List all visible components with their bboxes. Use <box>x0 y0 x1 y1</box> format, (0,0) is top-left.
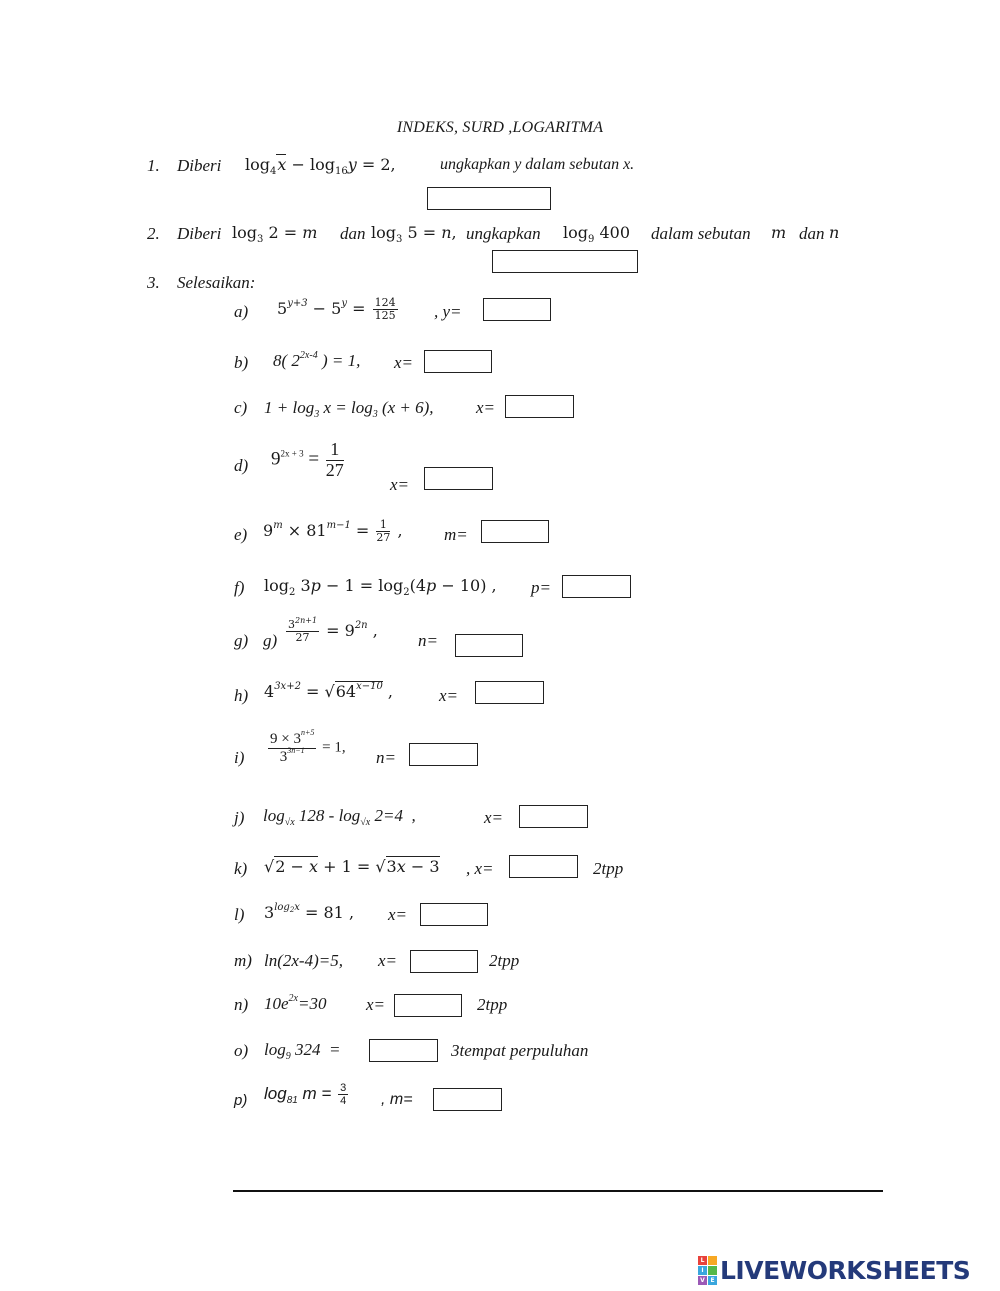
logo-block <box>708 1266 717 1275</box>
part-j-label: j) <box>234 808 245 827</box>
logo-icon <box>698 1256 717 1285</box>
part-g-equation: $\frac{3^{2n+1}}{27}$ = $9^{2n}$ , <box>288 616 378 645</box>
part-o-label: o) <box>234 1041 249 1060</box>
answer-box-m[interactable] <box>410 950 478 973</box>
part-m-label: m) <box>234 951 252 970</box>
part-h-label: h) <box>234 686 249 705</box>
question-2-dan2: dan <box>799 224 825 243</box>
answer-box-g[interactable] <box>455 634 523 657</box>
part-g-label: g) <box>234 631 249 650</box>
bottom-rule <box>233 1190 883 1192</box>
part-h-var: x= <box>439 686 459 705</box>
part-i-label: i) <box>234 748 245 767</box>
part-i-var: n= <box>376 748 396 767</box>
part-k-equation: √2 − x + 1 = √3x − 3 <box>264 857 440 876</box>
answer-box-i[interactable] <box>409 743 478 766</box>
part-g-prefix: g) <box>263 631 278 650</box>
part-k-note: 2tpp <box>593 859 624 878</box>
answer-box-a[interactable] <box>483 298 551 321</box>
liveworksheets-logo <box>698 1255 970 1285</box>
part-n-label: n) <box>234 995 249 1014</box>
answer-box-d[interactable] <box>424 467 493 490</box>
part-l-var: x= <box>388 905 408 924</box>
part-c-equation: $1 + \log_3 x = \log_3 (x + 6)$, <box>264 398 434 420</box>
part-n-note: 2tpp <box>477 995 508 1014</box>
part-k-label: k) <box>234 859 248 878</box>
part-m-note: 2tpp <box>489 951 520 970</box>
part-d-label: d) <box>234 456 249 475</box>
question-2-given-1: $\log_3 2 = m$ <box>232 223 318 245</box>
logo-block: V <box>698 1276 707 1285</box>
part-n-var: x= <box>366 995 386 1014</box>
part-e-label: e) <box>234 525 248 544</box>
question-2-n: n <box>829 223 840 242</box>
part-e-equation: $9^m \times 81^{m-1}$ = $\frac{1}{27}$ , <box>263 518 403 545</box>
part-m-equation: ln(2x-4)=5, <box>264 951 343 970</box>
answer-box-b[interactable] <box>424 350 492 373</box>
question-2-m: m <box>771 223 787 242</box>
part-l-equation: $3^{log_2x} = 81$ , <box>264 902 355 922</box>
logo-block: L <box>698 1256 707 1265</box>
part-o-equation: $\log_9 324$ = <box>264 1040 341 1062</box>
question-2-dalam: dalam sebutan <box>651 224 751 243</box>
part-c-var: x= <box>476 398 496 417</box>
answer-box-e[interactable] <box>481 520 549 543</box>
part-p-label: p) <box>234 1092 248 1109</box>
answer-box-j[interactable] <box>519 805 588 828</box>
logo-text: LIVEWORKSHEETS <box>720 1255 971 1285</box>
answer-box-2[interactable] <box>492 250 638 273</box>
answer-box-n[interactable] <box>394 994 462 1017</box>
part-b-label: b) <box>234 353 249 372</box>
part-i-equation: $\frac{9 \times 3^{n+5}}{3^{3n-1}}$ = 1, <box>270 728 346 765</box>
part-p-var: , m= <box>381 1091 413 1108</box>
answer-box-1[interactable] <box>427 187 551 210</box>
answer-box-p[interactable] <box>433 1088 502 1111</box>
part-g-var: n= <box>418 631 438 650</box>
part-j-equation: $\log_{√x} 128 - \log_{√x} 2=4$ , <box>263 806 416 828</box>
logo-block <box>708 1256 717 1265</box>
question-1-equation: $\log_4x - \log_{16}y = 2$, <box>245 155 396 177</box>
part-a-var: , y= <box>434 302 462 321</box>
part-a-label: a) <box>234 302 249 321</box>
question-2-number: 2. <box>147 224 160 243</box>
question-2-ungkapkan: ungkapkan <box>466 224 541 243</box>
answer-box-o[interactable] <box>369 1039 438 1062</box>
logo-block: E <box>708 1276 717 1285</box>
question-2-given-2: $\log_3 5 = n$, <box>371 223 457 245</box>
logo-block: I <box>698 1266 707 1275</box>
question-2-expression: $\log_9 400$ <box>563 223 630 245</box>
part-h-equation: $4^{3x+2} = √64^{x-10}$ , <box>264 681 393 701</box>
part-l-label: l) <box>234 905 245 924</box>
part-p-equation: $\log_{81} m$ = $\frac{3}{4}$ <box>264 1082 347 1108</box>
part-b-equation: 8( $2^{2x-4}$ ) = 1, <box>273 350 361 370</box>
part-d-equation: $9^{2x + 3}$ = $\frac{1}{27}$ <box>271 439 344 480</box>
part-e-var: m= <box>444 525 468 544</box>
question-2-dan: dan <box>340 224 366 243</box>
question-1-diberi: Diberi <box>177 156 222 175</box>
part-n-equation: $10e^{2x}=30$ <box>264 993 327 1013</box>
question-3-number: 3. <box>147 273 160 292</box>
part-m-var: x= <box>378 951 398 970</box>
part-f-label: f) <box>234 578 245 597</box>
part-j-var: x= <box>484 808 504 827</box>
question-2-diberi: Diberi <box>177 224 222 243</box>
part-f-var: p= <box>531 578 551 597</box>
part-a-equation: $5^{y+3} - 5^y$ = $\frac{124}{125}$ <box>277 296 396 323</box>
question-3-label: Selesaikan: <box>177 273 256 292</box>
answer-box-l[interactable] <box>420 903 488 926</box>
part-b-var: x= <box>394 353 414 372</box>
answer-box-f[interactable] <box>562 575 631 598</box>
part-d-var: x= <box>390 475 410 494</box>
part-c-label: c) <box>234 398 248 417</box>
question-1-instruction: ungkapkan y dalam sebutan x. <box>440 156 635 173</box>
part-k-var: , x= <box>466 859 494 878</box>
question-1-number: 1. <box>147 156 160 175</box>
answer-box-c[interactable] <box>505 395 574 418</box>
part-o-note: 3tempat perpuluhan <box>451 1041 589 1060</box>
page-title: INDEKS, SURD ,LOGARITMA <box>396 119 604 136</box>
answer-box-h[interactable] <box>475 681 544 704</box>
part-f-equation: $\log_2 3p - 1 = \log_2(4p - 10)$ , <box>264 576 497 598</box>
answer-box-k[interactable] <box>509 855 578 878</box>
